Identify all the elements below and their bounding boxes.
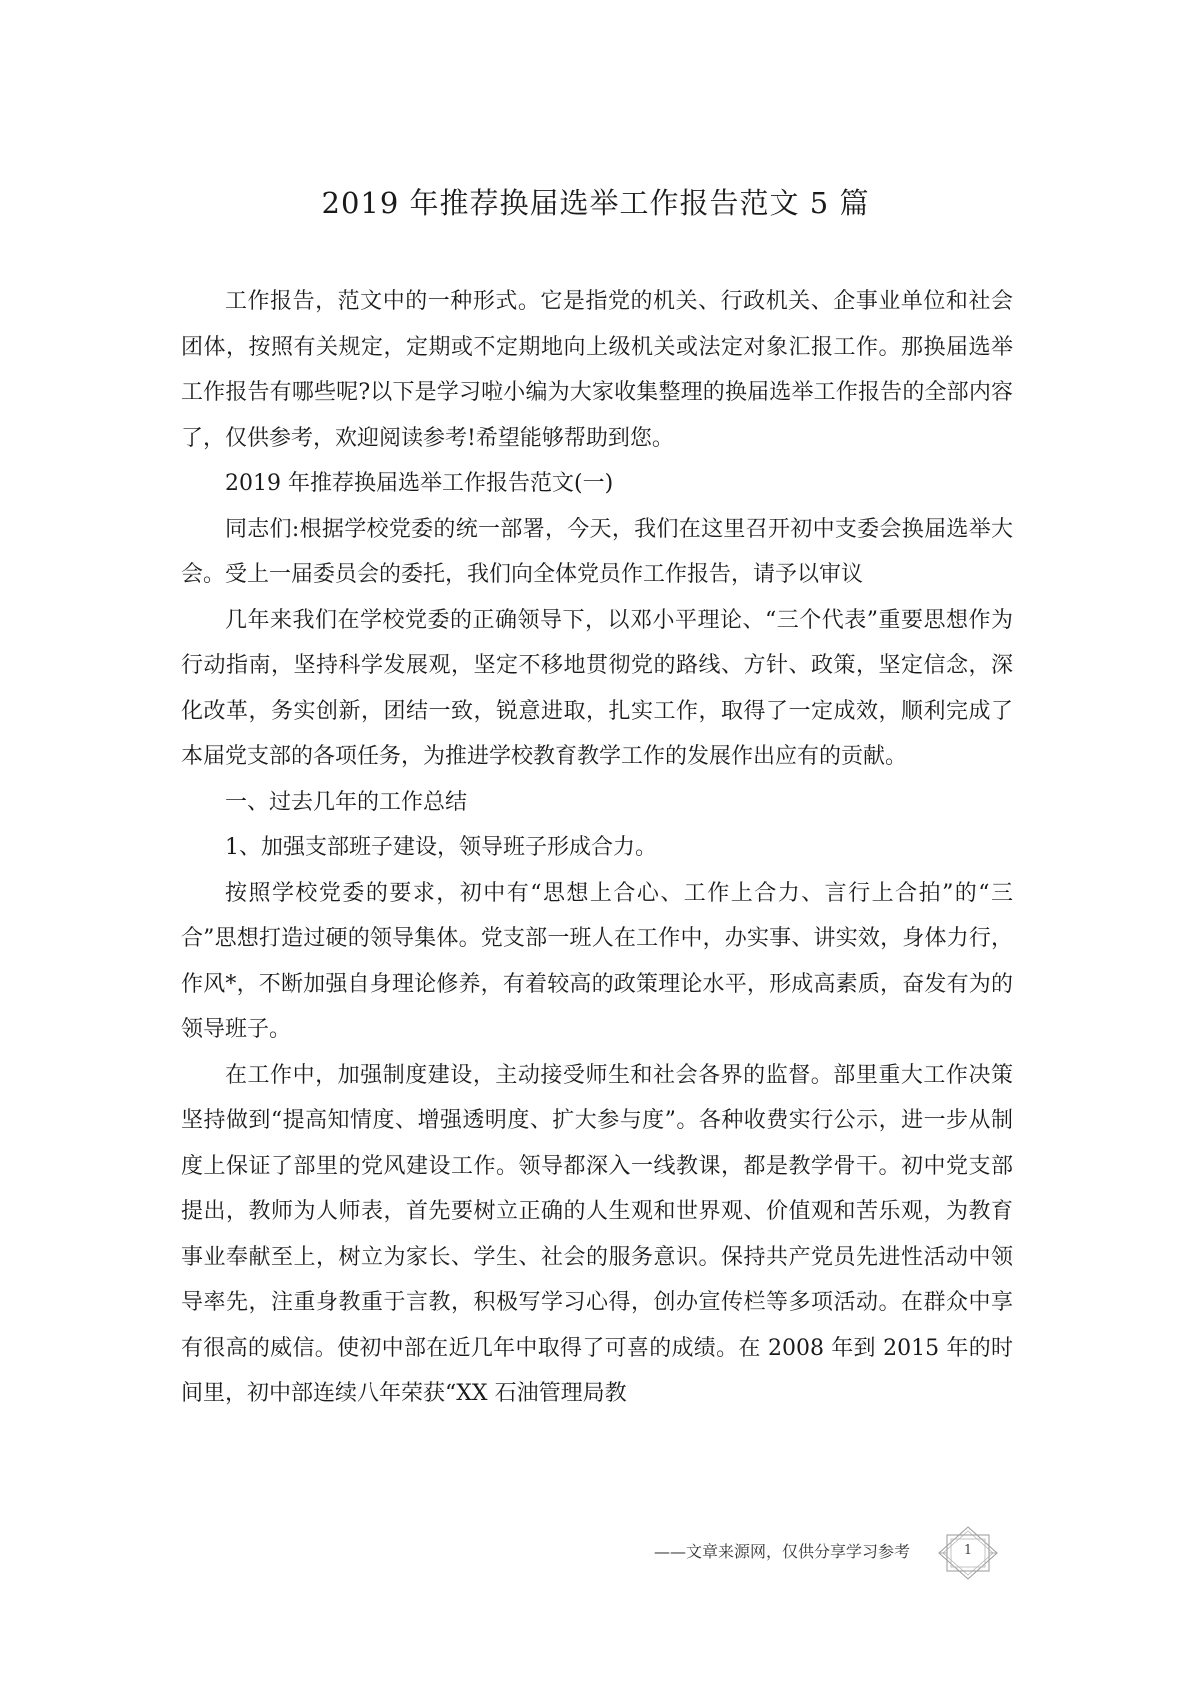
subsection-heading-1: 1、加强支部班子建设，领导班子形成合力。 bbox=[225, 835, 657, 860]
document-title: 2019 年推荐换届选举工作报告范文 5 篇 bbox=[321, 186, 870, 220]
footer-source-note: ——文章来源网，仅供分享学习参考 bbox=[653, 1542, 910, 1561]
paragraph-system-building: 在工作中，加强制度建设，主动接受师生和社会各界的监督。部里重大工作决策坚持做到“提高知情度、增强透明度、扩大参与度”。各种收费实行公示，进一步从制度上保证了部里的党风建设工作。领导都深入一线教课，都是教学骨干。初中党支部提出，教师为人师表，首先要树立正确的人生观和世界观、价值观和苦乐观，为教育事业奉献至上，树立为家长、学生、社会的服务意识。保持共产党员先进性活动中领导率先，注重身教重于言教，积极写学习心得，创办宣传栏等多项活动。在群众中享有很高的威信。使初中部在近几年中取得了可喜的成绩。在 2008 年到 2015 年的时间里，初中部连续八年荣获“XX 石油管理局教 bbox=[181, 1062, 1013, 1406]
page-number: 1 bbox=[963, 1543, 973, 1558]
document-body bbox=[181, 279, 1013, 1417]
paragraph-overview: 几年来我们在学校党委的正确领导下，以邓小平理论、“三个代表”重要思想作为行动指南，坚持科学发展观，坚定不移地贯彻党的路线、方针、政策，坚定信念，深化改革，务实创新，团结一致，锐意进取，扎实工作，取得了一定成效，顺利完成了本届党支部的各项任务，为推进学校教育教学工作的发展作出应有的贡献。 bbox=[181, 607, 1013, 769]
section-heading-sample-1: 2019 年推荐换届选举工作报告范文(一) bbox=[225, 471, 614, 496]
page-number-badge bbox=[937, 1525, 999, 1581]
section-heading-summary: 一、过去几年的工作总结 bbox=[225, 789, 468, 815]
paragraph-team-building: 按照学校党委的要求，初中有“思想上合心、工作上合力、言行上合拍”的“三合”思想打造过硬的领导集体。党支部一班人在工作中，办实事、讲实效，身体力行，作风*，不断加强自身理论修养，有着较高的政策理论水平，形成高素质，奋发有为的领导班子。 bbox=[181, 880, 1013, 1042]
paragraph-intro: 工作报告，范文中的一种形式。它是指党的机关、行政机关、企事业单位和社会团体，按照有关规定，定期或不定期地向上级机关或法定对象汇报工作。那换届选举工作报告有哪些呢?以下是学习啦小编为大家收集整理的换届选举工作报告的全部内容了，仅供参考，欢迎阅读参考!希望能够帮助到您。 bbox=[181, 289, 1013, 451]
paragraph-opening: 同志们:根据学校党委的统一部署，今天，我们在这里召开初中支委会换届选举大会。受上一届委员会的委托，我们向全体党员作工作报告，请予以审议 bbox=[181, 516, 1013, 587]
